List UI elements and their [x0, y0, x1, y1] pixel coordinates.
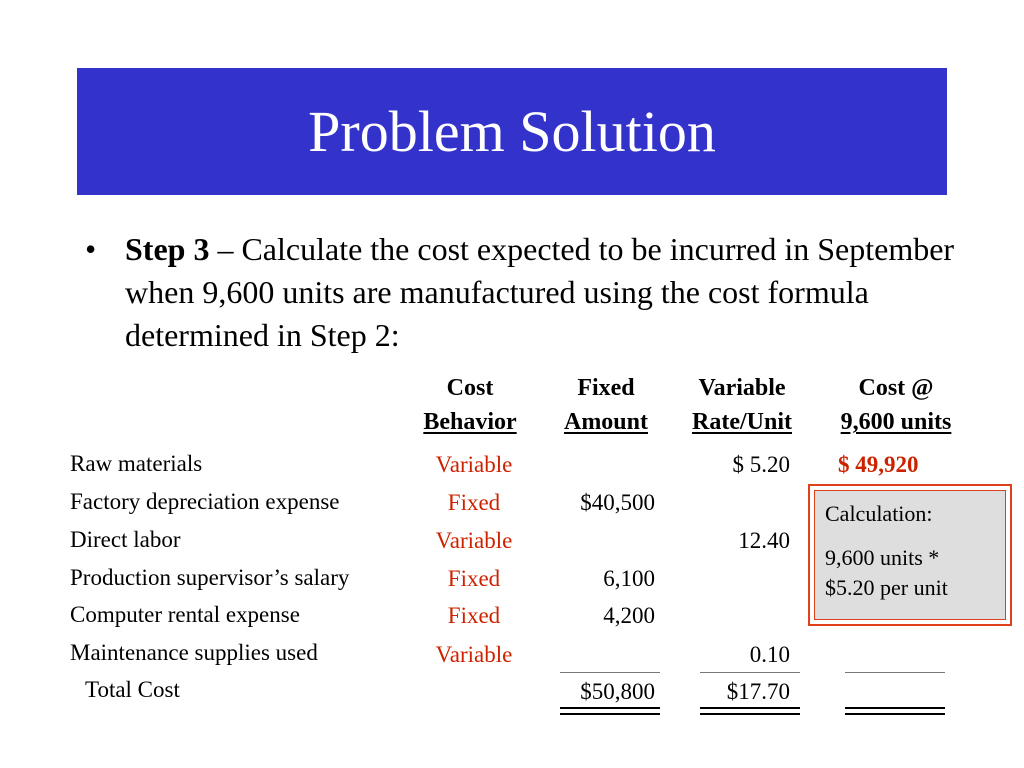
bullet-icon: •: [85, 231, 97, 267]
row-behavior: Fixed: [447, 490, 501, 515]
header-fixed-amount: Fixed Amount: [563, 375, 648, 435]
bullet-text: [125, 228, 985, 357]
subtotal-rule-cost: [845, 672, 945, 673]
header-cost-at-units: Cost @ 9,600 units: [840, 375, 952, 435]
row-fixed-amount: 4,200: [603, 603, 655, 628]
row-fixed-amount: $40,500: [580, 490, 655, 515]
row-behavior: Fixed: [447, 603, 501, 628]
header-cost-behavior: Cost Behavior: [423, 375, 517, 435]
total-double-rule-variable: [700, 707, 800, 715]
page-title: Problem Solution: [308, 99, 716, 164]
row-label: Maintenance supplies used: [70, 640, 318, 665]
row-label: Raw materials: [70, 451, 203, 476]
row-fixed-amount: 6,100: [603, 566, 655, 591]
row-variable-rate: 12.40: [738, 528, 790, 553]
row-behavior: Variable: [435, 642, 513, 667]
row-behavior: Variable: [435, 528, 513, 553]
row-label: Computer rental expense: [70, 602, 300, 627]
row-behavior: Fixed: [447, 566, 501, 591]
title-banner: [77, 68, 947, 195]
calculation-callout: [808, 484, 1012, 626]
subtotal-rule-variable: [700, 672, 800, 673]
total-label: Total Cost: [85, 677, 180, 702]
subtotal-rule-fixed: [560, 672, 660, 673]
row-behavior: Variable: [435, 452, 513, 477]
total-double-rule-fixed: [560, 707, 660, 715]
row-variable-rate: 0.10: [749, 642, 790, 667]
row-label: Production supervisor’s salary: [70, 565, 350, 590]
step-description: – Calculate the cost expected to be incurred in September when 9,600 units are manufactured using the cost formula determined in Step 2:: [125, 231, 955, 353]
calculation-heading: Calculation:: [825, 501, 933, 526]
total-variable-rate: $17.70: [726, 679, 790, 704]
row-variable-rate: $ 5.20: [732, 452, 790, 477]
calculation-line-2: $5.20 per unit: [825, 575, 948, 600]
row-label: Factory depreciation expense: [70, 489, 340, 514]
row-cost-total: $ 49,920: [838, 452, 919, 477]
step-label: Step 3: [125, 231, 210, 267]
calculation-panel: [814, 490, 1006, 620]
row-label: Direct labor: [70, 527, 181, 552]
calculation-line-1: 9,600 units *: [825, 545, 940, 570]
total-double-rule-cost: [845, 707, 945, 715]
header-variable-rate: Variable Rate/Unit: [692, 375, 792, 435]
total-fixed-amount: $50,800: [580, 679, 655, 704]
